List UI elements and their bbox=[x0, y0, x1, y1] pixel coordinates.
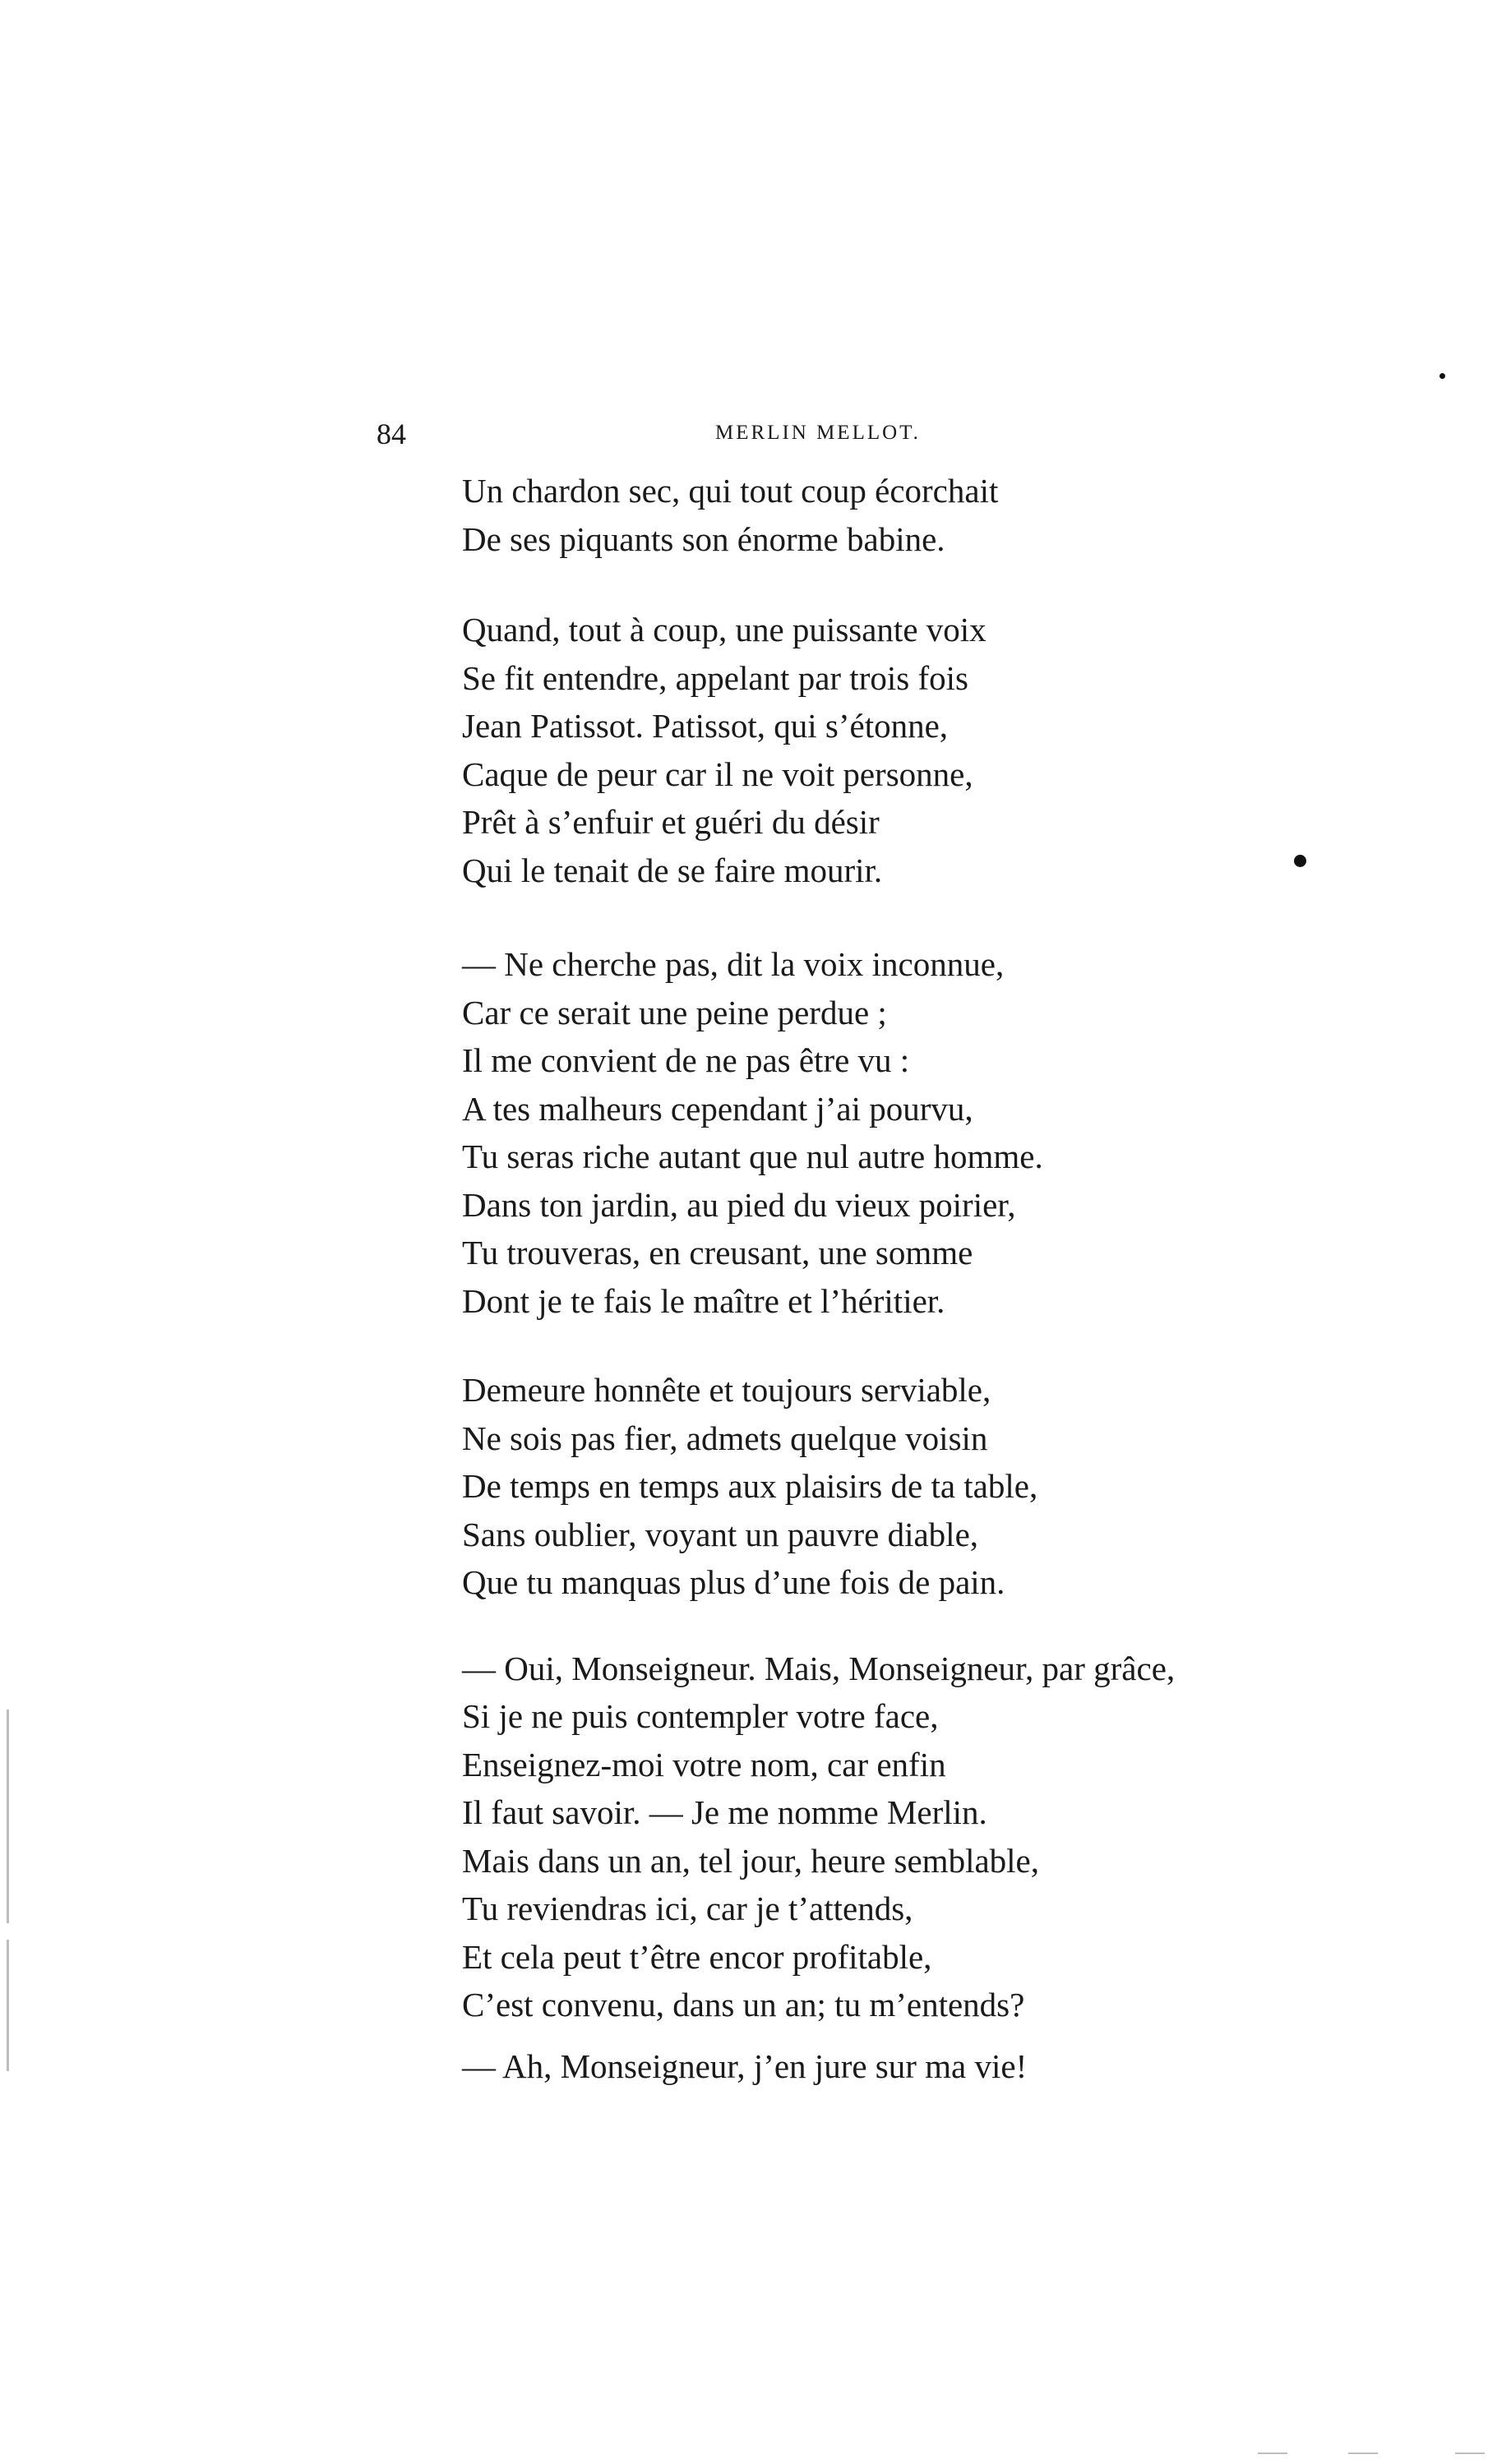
scan-speck bbox=[1258, 2452, 1287, 2454]
verse-line: Il faut savoir. — Je me nomme Merlin. bbox=[462, 1793, 987, 1831]
verse-line: Qui le tenait de se faire mourir. bbox=[462, 851, 883, 889]
stanza bbox=[462, 1366, 1284, 1607]
scan-speck bbox=[7, 1710, 9, 1923]
verse-line: Se fit entendre, appelant par trois fois bbox=[462, 658, 968, 697]
verse-line: Tu reviendras ici, car je t’attends, bbox=[462, 1890, 913, 1927]
verse-line: Sans oublier, voyant un pauvre diable, bbox=[462, 1515, 979, 1553]
verse-line: Prêt à s’enfuir et guéri du désir bbox=[462, 803, 880, 841]
page-number: 84 bbox=[377, 418, 406, 450]
verse-line: Mais dans un an, tel jour, heure semblable, bbox=[462, 1841, 1040, 1880]
verse-line: Un chardon sec, qui tout coup écorchait bbox=[462, 472, 999, 510]
verse-line: — Oui, Monseigneur. Mais, Monseigneur, par grâce, bbox=[462, 1649, 1176, 1687]
ink-spot bbox=[1439, 373, 1445, 379]
verse-line: Que tu manquas plus d’une fois de pain. bbox=[462, 1563, 1005, 1601]
verse-line: Tu seras riche autant que nul autre homme. bbox=[462, 1137, 1043, 1175]
verse-line: De temps en temps aux plaisirs de ta table, bbox=[462, 1467, 1038, 1505]
scan-speck bbox=[1348, 2452, 1378, 2454]
verse-line: Demeure honnête et toujours serviable, bbox=[462, 1371, 991, 1409]
scan-speck bbox=[1455, 2452, 1485, 2454]
stanza bbox=[462, 1645, 1284, 2029]
verse-line: Car ce serait une peine perdue ; bbox=[462, 993, 887, 1031]
verse-line: Et cela peut t’être encor profitable, bbox=[462, 1937, 932, 1976]
verse-line: Tu trouveras, en creusant, une somme bbox=[462, 1234, 973, 1271]
verse-line: Il me convient de ne pas être vu : bbox=[462, 1041, 910, 1079]
verse-line: Ne sois pas fier, admets quelque voisin bbox=[462, 1419, 988, 1457]
verse-line: Si je ne puis contempler votre face, bbox=[462, 1697, 939, 1735]
verse-line: Caque de peur car il ne voit personne, bbox=[462, 754, 973, 793]
stanza bbox=[462, 2042, 1284, 2091]
verse-line: A tes malheurs cependant j’ai pourvu, bbox=[462, 1089, 973, 1128]
verse-line: Enseignez-moi votre nom, car enfin bbox=[462, 1745, 946, 1783]
verse-line: De ses piquants son énorme babine. bbox=[462, 519, 945, 558]
verse-line: C’est convenu, dans un an; tu m’entends? bbox=[462, 1986, 1025, 2023]
stanza bbox=[462, 606, 1284, 894]
verse-line: Dans ton jardin, au pied du vieux poirier, bbox=[462, 1185, 1016, 1224]
verse-line: — Ah, Monseigneur, j’en jure sur ma vie! bbox=[462, 2046, 1028, 2085]
scan-speck bbox=[7, 1940, 9, 2071]
verse-line: Dont je te fais le maître et l’héritier. bbox=[462, 1281, 945, 1320]
verse-line: — Ne cherche pas, dit la voix inconnue, bbox=[462, 945, 1005, 983]
stanza bbox=[462, 467, 1284, 563]
running-head: MERLIN MELLOT. bbox=[715, 422, 921, 444]
verse-line: Quand, tout à coup, une puissante voix bbox=[462, 611, 987, 648]
verse-line: Jean Patissot. Patissot, qui s’étonne, bbox=[462, 707, 949, 745]
stanza bbox=[462, 940, 1284, 1325]
poem-text bbox=[462, 467, 1284, 2090]
ink-spot bbox=[1294, 855, 1306, 867]
